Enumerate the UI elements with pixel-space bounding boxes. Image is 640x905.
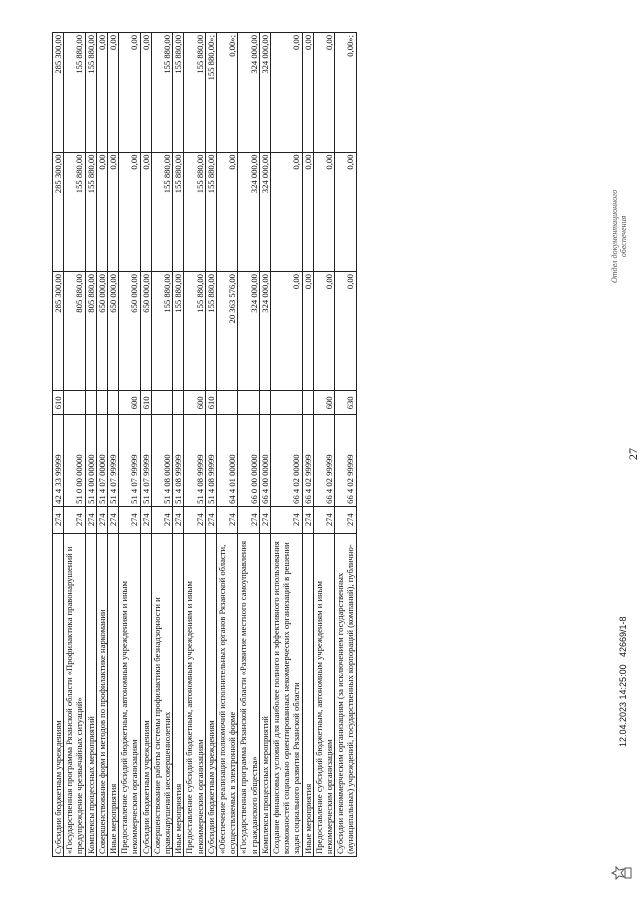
row-value-2025-cell: 0,00 — [302, 33, 313, 153]
row-value-2024-cell: 155 880,00 — [85, 152, 96, 271]
row-gr-cell: 274 — [184, 506, 205, 533]
row-value-2024-cell: 0,00 — [108, 152, 119, 271]
row-code-cell: 51 4 08 00000 — [151, 415, 172, 507]
row-name-cell: Субсидии бюджетным учреждениям — [53, 533, 64, 856]
row-value-2025-cell: 155 880,00 — [64, 33, 85, 153]
row-value-2024-cell: 0,00 — [217, 152, 238, 271]
row-code-cell: 66 4 02 99999 — [313, 415, 334, 507]
row-value-2025-cell: 0,00 — [140, 33, 151, 153]
footer-date: 12.04.2023 14:25:00 — [618, 664, 628, 747]
row-value-2025-cell: 0,00 — [271, 33, 303, 153]
row-gr-cell: 274 — [271, 506, 303, 533]
row-code-cell: 51 4 08 99999 — [205, 415, 216, 507]
row-value-2025-cell: 0,00 — [108, 33, 119, 153]
row-code-cell: 51 4 00 00000 — [85, 415, 96, 507]
row-code-cell: 51 4 07 99999 — [119, 415, 140, 507]
row-code-cell: 51 4 07 99999 — [140, 415, 151, 507]
emblem-icon — [610, 861, 634, 885]
row-code-cell: 51 4 08 99999 — [173, 415, 184, 507]
footer — [610, 35, 640, 895]
row-value-2025-cell: 285 300,00 — [53, 33, 64, 153]
row-gr-cell: 274 — [205, 506, 216, 533]
row-value-2023-cell: 0,00 — [335, 272, 356, 391]
row-gr-cell: 274 — [108, 506, 119, 533]
row-value-2025-cell: 0,00»; — [217, 33, 238, 153]
row-code-cell: 66 4 02 00000 — [271, 415, 303, 507]
row-value-2023-cell: 0,00 — [313, 272, 334, 391]
row-vr-cell: 600 — [184, 391, 205, 415]
row-value-2025-cell: 0,00 — [313, 33, 334, 153]
row-gr-cell: 274 — [140, 506, 151, 533]
row-value-2024-cell: 155 880,00 — [64, 152, 85, 271]
row-value-2024-cell: 0,00 — [302, 152, 313, 271]
page-number: 27 — [626, 448, 640, 460]
row-name-cell: Предоставление субсидий бюджетным, автономным учреждениям и иным некоммерческим организациям — [184, 533, 205, 856]
row-value-2023-cell: 155 880,00 — [205, 272, 216, 391]
footer-department-line1: Отдел документационного — [610, 189, 619, 283]
row-value-2025-cell: 0,00 — [119, 33, 140, 153]
row-value-2024-cell: 324 000,00 — [259, 152, 270, 271]
row-value-2023-cell: 650 000,00 — [96, 272, 107, 391]
row-value-2025-cell: 155 880,00 — [151, 33, 172, 153]
row-vr-cell: 610 — [53, 391, 64, 415]
row-code-cell: 51 0 00 00000 — [64, 415, 85, 507]
row-name-cell: Совершенствование форм и методов по профилактике наркомании — [96, 533, 107, 856]
row-gr-cell: 274 — [217, 506, 238, 533]
row-vr-cell: 610 — [140, 391, 151, 415]
row-value-2023-cell: 0,00 — [302, 272, 313, 391]
row-gr-cell: 274 — [85, 506, 96, 533]
row-value-2024-cell: 155 880,00 — [184, 152, 205, 271]
row-value-2023-cell: 805 880,00 — [64, 272, 85, 391]
footer-department-line2: обеспечения — [619, 215, 628, 258]
row-name-cell: Совершенствование работы системы профилактики безнадзорности и правонарушений несовершеннолетних — [151, 533, 172, 856]
row-value-2024-cell: 155 880,00 — [205, 152, 216, 271]
row-value-2023-cell: 155 880,00 — [184, 272, 205, 391]
row-gr-cell: 274 — [173, 506, 184, 533]
row-value-2024-cell: 0,00 — [313, 152, 334, 271]
row-code-cell: 66 4 00 00000 — [259, 415, 270, 507]
row-code-cell: 66 0 00 00000 — [238, 415, 259, 507]
row-name-cell: Комплексы процессных мероприятий — [85, 533, 96, 856]
row-value-2024-cell: 0,00 — [119, 152, 140, 271]
row-code-cell: 66 4 02 99999 — [302, 415, 313, 507]
row-value-2025-cell: 0,00»; — [335, 33, 356, 153]
row-name-cell: Субсидии бюджетным учреждениям — [205, 533, 216, 856]
row-value-2025-cell: 155 880,00 — [184, 33, 205, 153]
row-value-2025-cell: 155 880,00 — [85, 33, 96, 153]
row-value-2023-cell: 285 300,00 — [53, 272, 64, 391]
row-name-cell: Предоставление субсидий бюджетным, автономным учреждениям и иным некоммерческим организациям — [119, 533, 140, 856]
row-gr-cell: 274 — [64, 506, 85, 533]
row-value-2024-cell: 155 880,00 — [173, 152, 184, 271]
row-value-2023-cell: 0,00 — [271, 272, 303, 391]
row-vr-cell: 630 — [335, 391, 356, 415]
row-value-2024-cell: 0,00 — [140, 152, 151, 271]
row-name-cell: Субсидии бюджетным учреждениям — [140, 533, 151, 856]
row-vr-cell: 600 — [313, 391, 334, 415]
row-gr-cell: 274 — [151, 506, 172, 533]
row-value-2023-cell: 805 880,00 — [85, 272, 96, 391]
row-value-2025-cell: 155 880,00»; — [205, 33, 216, 153]
row-value-2023-cell: 650 000,00 — [119, 272, 140, 391]
row-name-cell: Предоставление субсидий бюджетным, автономным учреждениям и иным некоммерческим организациям — [313, 533, 334, 856]
row-gr-cell: 274 — [96, 506, 107, 533]
row-gr-cell: 274 — [238, 506, 259, 533]
row-value-2025-cell: 155 880,00 — [173, 33, 184, 153]
row-value-2024-cell: 285 300,00 — [53, 152, 64, 271]
row-name-cell: Субсидии некоммерческим организациям (за исключением государственных (муниципальных) учреждений, государственных корпораций (компаний), публично- — [335, 533, 356, 856]
row-code-cell: 51 4 07 00000 — [96, 415, 107, 507]
row-code-cell: 51 4 07 99999 — [108, 415, 119, 507]
footer-doc-number: 42669/1-8 — [618, 616, 628, 657]
footer-rotated — [600, 0, 640, 895]
row-name-cell: Создание финансовых условий для наиболее полного и эффективного использования возможностей социально ориентированных некоммерческих организаций в решении задач социального развития Рязанской области — [271, 533, 303, 856]
row-value-2024-cell: 324 000,00 — [238, 152, 259, 271]
row-name-cell: «Обеспечение реализации полномочий исполнительных органов Рязанской области, осуществляемых в электронной форме — [217, 533, 238, 856]
row-gr-cell: 274 — [119, 506, 140, 533]
row-name-cell: Иные мероприятия — [108, 533, 119, 856]
row-value-2024-cell: 155 880,00 — [151, 152, 172, 271]
row-value-2023-cell: 324 000,00 — [238, 272, 259, 391]
row-vr-cell: 610 — [205, 391, 216, 415]
row-name-cell: «Государственная программа Рязанской области «Профилактика правонарушений и предупреждение чрезвычайных ситуаций» — [64, 533, 85, 856]
row-name-cell: «Государственная программа Рязанской области «Развитие местного самоуправления и гражданского общества» — [238, 533, 259, 856]
row-value-2023-cell: 324 000,00 — [259, 272, 270, 391]
row-value-2025-cell: 0,00 — [96, 33, 107, 153]
row-name-cell: Комплексы процессных мероприятий — [259, 533, 270, 856]
row-gr-cell: 274 — [259, 506, 270, 533]
row-value-2023-cell: 650 000,00 — [140, 272, 151, 391]
footer-department — [610, 190, 628, 283]
row-vr-cell: 600 — [119, 391, 140, 415]
row-value-2023-cell: 20 363 576,00 — [217, 272, 238, 391]
row-gr-cell: 274 — [302, 506, 313, 533]
row-value-2025-cell: 324 000,00 — [259, 33, 270, 153]
row-name-cell: Иные мероприятия — [302, 533, 313, 856]
row-code-cell: 66 4 02 99999 — [335, 415, 356, 507]
row-value-2023-cell: 155 880,00 — [173, 272, 184, 391]
row-value-2024-cell: 0,00 — [271, 152, 303, 271]
row-value-2024-cell: 0,00 — [335, 152, 356, 271]
row-value-2023-cell: 155 880,00 — [151, 272, 172, 391]
row-value-2025-cell: 324 000,00 — [238, 33, 259, 153]
row-value-2024-cell: 0,00 — [96, 152, 107, 271]
row-value-2023-cell: 650 000,00 — [108, 272, 119, 391]
row-gr-cell: 274 — [313, 506, 334, 533]
row-gr-cell: 274 — [335, 506, 356, 533]
row-code-cell: 42 4 33 99999 — [53, 415, 64, 507]
row-code-cell: 51 4 08 99999 — [184, 415, 205, 507]
row-name-cell: Иные мероприятия — [173, 533, 184, 856]
row-gr-cell: 274 — [53, 506, 64, 533]
row-code-cell: 64 4 01 00000 — [217, 415, 238, 507]
